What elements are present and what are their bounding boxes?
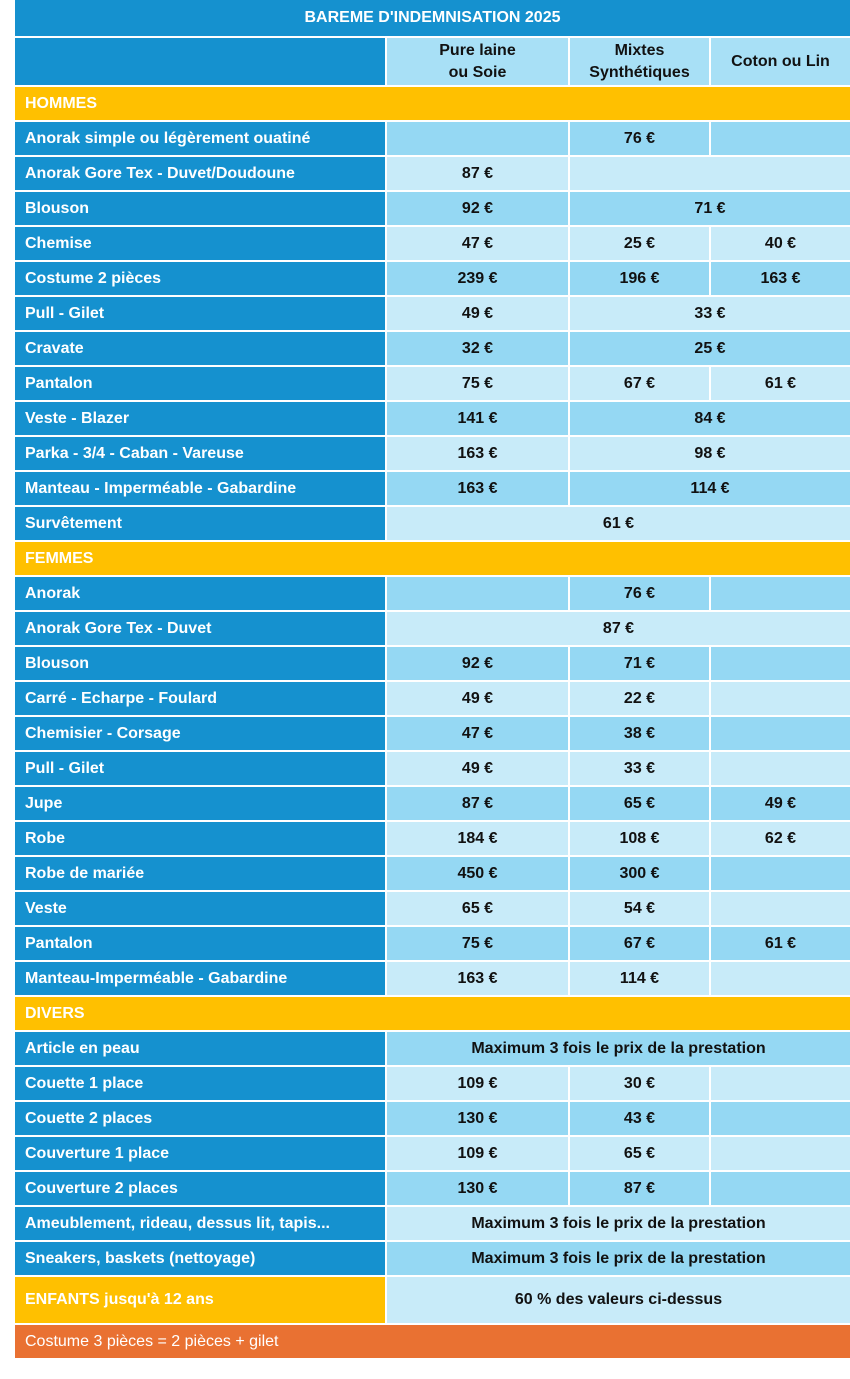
item-label: Couverture 2 places (15, 1171, 386, 1206)
table-row (15, 1101, 850, 1136)
price-cell: 76 € (569, 576, 710, 611)
price-cell: 87 € (386, 611, 850, 646)
section-header-row (15, 996, 850, 1031)
item-label: Manteau - Imperméable - Gabardine (15, 471, 386, 506)
item-label: Cravate (15, 331, 386, 366)
section-header: FEMMES (15, 541, 850, 576)
item-label: Veste - Blazer (15, 401, 386, 436)
price-cell: 33 € (569, 751, 710, 786)
price-cell: 450 € (386, 856, 569, 891)
enfants-label: ENFANTS jusqu'à 12 ans (15, 1276, 386, 1324)
table-row (15, 1066, 850, 1101)
price-cell (386, 121, 569, 156)
section-header: DIVERS (15, 996, 850, 1031)
price-cell: 163 € (386, 961, 569, 996)
item-label: Robe de mariée (15, 856, 386, 891)
table-row (15, 786, 850, 821)
table-title: BAREME D'INDEMNISATION 2025 (15, 0, 850, 37)
item-label: Anorak simple ou légèrement ouatiné (15, 121, 386, 156)
table-row (15, 1241, 850, 1276)
price-cell: 61 € (386, 506, 850, 541)
price-cell (710, 1171, 850, 1206)
table-row (15, 121, 850, 156)
price-cell: 87 € (569, 1171, 710, 1206)
column-header-mixtes: Mixtes Synthétiques (569, 37, 710, 86)
price-cell: 25 € (569, 331, 850, 366)
price-cell: 109 € (386, 1136, 569, 1171)
item-label: Blouson (15, 191, 386, 226)
price-cell (710, 891, 850, 926)
price-cell: 62 € (710, 821, 850, 856)
table-row (15, 961, 850, 996)
section-header: HOMMES (15, 86, 850, 121)
item-label: Costume 2 pièces (15, 261, 386, 296)
indemnity-table (15, 0, 850, 1360)
price-cell: 196 € (569, 261, 710, 296)
table-row (15, 401, 850, 436)
price-cell: 65 € (569, 1136, 710, 1171)
price-cell: Maximum 3 fois le prix de la prestation (386, 1031, 850, 1066)
table-row (15, 1031, 850, 1066)
price-cell: 61 € (710, 926, 850, 961)
price-cell: 71 € (569, 646, 710, 681)
price-cell: 67 € (569, 366, 710, 401)
table-row (15, 1206, 850, 1241)
price-cell: 92 € (386, 646, 569, 681)
indemnity-table-container (15, 0, 850, 1360)
column-header-laine-soie: Pure laine ou Soie (386, 37, 569, 86)
price-cell: 163 € (386, 471, 569, 506)
price-cell: 108 € (569, 821, 710, 856)
price-cell: 33 € (569, 296, 850, 331)
item-label: Ameublement, rideau, dessus lit, tapis... (15, 1206, 386, 1241)
price-cell: 163 € (710, 261, 850, 296)
price-cell: 109 € (386, 1066, 569, 1101)
item-label: Anorak Gore Tex - Duvet (15, 611, 386, 646)
table-row (15, 296, 850, 331)
item-label: Anorak (15, 576, 386, 611)
price-cell: 75 € (386, 926, 569, 961)
item-label: Couverture 1 place (15, 1136, 386, 1171)
item-label: Article en peau (15, 1031, 386, 1066)
price-cell (386, 576, 569, 611)
price-cell: 84 € (569, 401, 850, 436)
table-body (15, 0, 850, 1359)
item-label: Sneakers, baskets (nettoyage) (15, 1241, 386, 1276)
table-row (15, 716, 850, 751)
item-label: Couette 2 places (15, 1101, 386, 1136)
price-cell: 75 € (386, 366, 569, 401)
price-cell: Maximum 3 fois le prix de la prestation (386, 1206, 850, 1241)
table-row (15, 891, 850, 926)
price-cell: 32 € (386, 331, 569, 366)
enfants-row (15, 1276, 850, 1324)
price-cell: 22 € (569, 681, 710, 716)
price-cell: 114 € (569, 961, 710, 996)
footnote-row (15, 1324, 850, 1359)
item-label: Robe (15, 821, 386, 856)
price-cell: 65 € (569, 786, 710, 821)
price-cell: 184 € (386, 821, 569, 856)
price-cell (710, 1066, 850, 1101)
price-cell: 87 € (386, 156, 569, 191)
price-cell: 54 € (569, 891, 710, 926)
table-row (15, 331, 850, 366)
item-label: Survêtement (15, 506, 386, 541)
price-cell: 67 € (569, 926, 710, 961)
price-cell (710, 576, 850, 611)
price-cell (710, 1136, 850, 1171)
column-header-coton-lin: Coton ou Lin (710, 37, 850, 86)
table-row (15, 506, 850, 541)
item-label: Pantalon (15, 926, 386, 961)
table-row (15, 1171, 850, 1206)
price-cell: 87 € (386, 786, 569, 821)
price-cell (710, 716, 850, 751)
price-cell (569, 156, 850, 191)
item-label: Couette 1 place (15, 1066, 386, 1101)
table-row (15, 611, 850, 646)
price-cell (710, 1101, 850, 1136)
item-label: Parka - 3/4 - Caban - Vareuse (15, 436, 386, 471)
table-row (15, 226, 850, 261)
price-cell: Maximum 3 fois le prix de la prestation (386, 1241, 850, 1276)
price-cell: 47 € (386, 716, 569, 751)
item-label: Veste (15, 891, 386, 926)
price-cell: 61 € (710, 366, 850, 401)
price-cell: 98 € (569, 436, 850, 471)
price-cell: 141 € (386, 401, 569, 436)
price-cell: 239 € (386, 261, 569, 296)
item-label: Pull - Gilet (15, 296, 386, 331)
price-cell: 130 € (386, 1101, 569, 1136)
price-cell (710, 961, 850, 996)
price-cell (710, 751, 850, 786)
table-row (15, 926, 850, 961)
price-cell: 76 € (569, 121, 710, 156)
item-label: Chemisier - Corsage (15, 716, 386, 751)
price-cell: 38 € (569, 716, 710, 751)
item-label: Anorak Gore Tex - Duvet/Doudoune (15, 156, 386, 191)
table-row (15, 751, 850, 786)
price-cell (710, 681, 850, 716)
table-row (15, 576, 850, 611)
footnote: Costume 3 pièces = 2 pièces + gilet (15, 1324, 850, 1359)
price-cell: 114 € (569, 471, 850, 506)
price-cell: 40 € (710, 226, 850, 261)
table-row (15, 1136, 850, 1171)
price-cell: 49 € (386, 751, 569, 786)
item-label: Jupe (15, 786, 386, 821)
table-row (15, 261, 850, 296)
table-row (15, 436, 850, 471)
table-title-row (15, 0, 850, 37)
enfants-value: 60 % des valeurs ci-dessus (386, 1276, 850, 1324)
price-cell (710, 856, 850, 891)
header-blank-cell (15, 37, 386, 86)
column-header-row (15, 37, 850, 86)
table-row (15, 471, 850, 506)
price-cell: 130 € (386, 1171, 569, 1206)
table-row (15, 366, 850, 401)
price-cell: 163 € (386, 436, 569, 471)
price-cell: 43 € (569, 1101, 710, 1136)
price-cell (710, 121, 850, 156)
table-row (15, 646, 850, 681)
table-row (15, 191, 850, 226)
price-cell: 92 € (386, 191, 569, 226)
price-cell: 49 € (710, 786, 850, 821)
price-cell: 65 € (386, 891, 569, 926)
section-header-row (15, 541, 850, 576)
item-label: Blouson (15, 646, 386, 681)
table-row (15, 856, 850, 891)
price-cell: 49 € (386, 296, 569, 331)
table-row (15, 681, 850, 716)
price-cell: 71 € (569, 191, 850, 226)
price-cell (710, 646, 850, 681)
price-cell: 47 € (386, 226, 569, 261)
item-label: Chemise (15, 226, 386, 261)
price-cell: 30 € (569, 1066, 710, 1101)
item-label: Pantalon (15, 366, 386, 401)
table-row (15, 156, 850, 191)
item-label: Pull - Gilet (15, 751, 386, 786)
item-label: Carré - Echarpe - Foulard (15, 681, 386, 716)
price-cell: 25 € (569, 226, 710, 261)
table-row (15, 821, 850, 856)
item-label: Manteau-Imperméable - Gabardine (15, 961, 386, 996)
section-header-row (15, 86, 850, 121)
price-cell: 49 € (386, 681, 569, 716)
price-cell: 300 € (569, 856, 710, 891)
